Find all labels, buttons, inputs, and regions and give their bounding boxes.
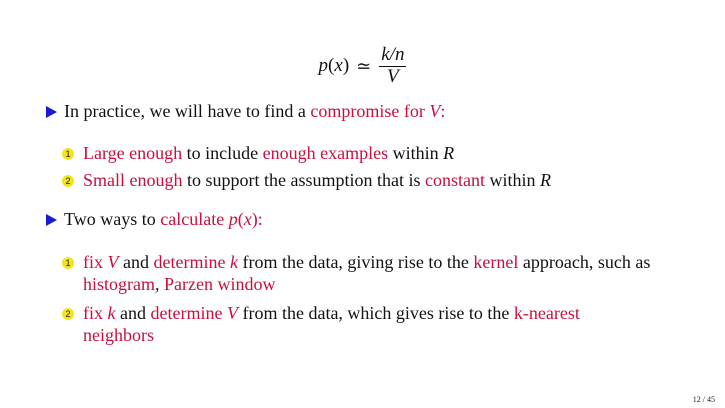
formula-lhs: p(x)	[318, 55, 350, 76]
page-number: 12 / 45	[692, 395, 715, 404]
formula-numerator: k/n	[381, 44, 405, 65]
list-item	[62, 169, 673, 191]
bullet-text: In practice, we will have to find a compromise for V:	[64, 101, 446, 121]
list-item	[62, 251, 673, 295]
bullet-compromise	[46, 101, 445, 122]
bullet-triangle-icon	[46, 106, 57, 118]
list-item	[62, 142, 673, 164]
formula-fraction	[379, 46, 406, 86]
bullet-two-ways	[46, 209, 263, 230]
number-badge: 2	[62, 175, 74, 187]
list-item-text: fix k and determine V from the data, which gives rise to the k-nearest neighbors	[83, 303, 580, 345]
list-item-text: Small enough to support the assumption that is constant within R	[83, 170, 552, 190]
bullet-text: Two ways to calculate p(x):	[64, 209, 263, 229]
bullet-triangle-icon	[46, 214, 57, 226]
list-item-text: Large enough to include enough examples within R	[83, 143, 455, 163]
list-item-text: fix V and determine k from the data, giving rise to the kernel approach, such as histogram, Parzen window	[83, 252, 651, 294]
density-formula	[0, 46, 725, 86]
number-badge: 2	[62, 308, 74, 320]
formula-denominator: V	[387, 66, 399, 87]
number-badge: 1	[62, 257, 74, 269]
number-badge: 1	[62, 148, 74, 160]
formula-relation: ≃	[356, 55, 372, 76]
list-item	[62, 302, 623, 346]
